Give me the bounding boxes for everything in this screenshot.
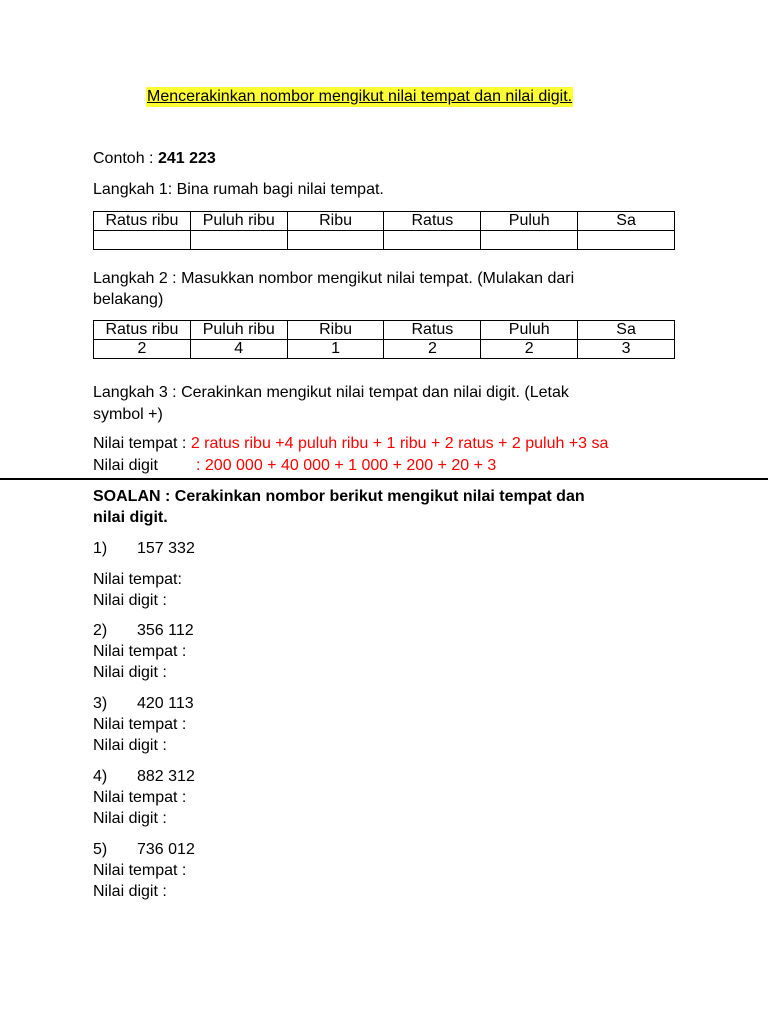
digit-cell: 2 [384, 340, 481, 359]
exercise-digit-label: Nilai digit : [93, 737, 167, 754]
question-line1: SOALAN : Cerakinkan nombor berikut mengikut nilai tempat dan [93, 488, 585, 505]
digit-value-answer: : 200 000 + 40 000 + 1 000 + 200 + 20 + 3 [196, 457, 497, 474]
exercise-index: 3) [93, 695, 108, 712]
header-cell: Ratus [384, 321, 481, 340]
place-value-table-filled [93, 320, 675, 359]
exercise-digit-label: Nilai digit : [93, 592, 167, 609]
exercise-index: 4) [93, 768, 108, 785]
header-cell: Puluh [481, 321, 578, 340]
empty-cell [578, 231, 675, 250]
answer-place-line [93, 434, 608, 454]
digit-cell: 2 [481, 340, 578, 359]
table-row [94, 231, 675, 250]
header-cell: Sa [578, 212, 675, 231]
exercise-item [93, 694, 194, 714]
exercise-index: 5) [93, 841, 108, 858]
table-header-row [94, 212, 675, 231]
exercise-place-label: Nilai tempat : [93, 862, 187, 879]
header-cell: Puluh ribu [190, 212, 287, 231]
place-value-table-empty [93, 211, 675, 250]
empty-cell [287, 231, 384, 250]
exercise-item [93, 840, 195, 860]
empty-cell [190, 231, 287, 250]
header-cell: Ratus [384, 212, 481, 231]
exercise-place-label: Nilai tempat : [93, 789, 187, 806]
exercise-digit-label: Nilai digit : [93, 810, 167, 827]
exercise-number: 157 332 [137, 540, 195, 557]
exercise-digit-label: Nilai digit : [93, 664, 167, 681]
table-header-row [94, 321, 675, 340]
example-line [93, 149, 216, 169]
table-row [94, 340, 675, 359]
step2-line2: belakang) [93, 291, 164, 308]
empty-cell [94, 231, 191, 250]
header-cell: Puluh [481, 212, 578, 231]
example-number: 241 223 [157, 150, 216, 167]
exercise-number: 736 012 [137, 841, 195, 858]
exercise-index: 2) [93, 622, 108, 639]
exercise-place-label: Nilai tempat: [93, 571, 182, 588]
header-cell: Ratus ribu [94, 321, 191, 340]
exercise-index: 1) [93, 540, 108, 557]
exercise-place-label: Nilai tempat : [93, 716, 187, 733]
exercise-digit-label: Nilai digit : [93, 883, 167, 900]
example-label: Contoh : [93, 150, 158, 167]
digit-cell: 4 [190, 340, 287, 359]
step3-line1: Langkah 3 : Cerakinkan mengikut nilai tempat dan nilai digit. (Letak [93, 384, 569, 401]
question-line2: nilai digit. [93, 509, 168, 526]
header-cell: Ratus ribu [94, 212, 191, 231]
place-label: Nilai tempat : [93, 435, 191, 452]
step1-text: Langkah 1: Bina rumah bagi nilai tempat. [93, 181, 384, 198]
place-value-answer: 2 ratus ribu +4 puluh ribu + 1 ribu + 2 ratus + 2 puluh +3 sa [190, 435, 609, 452]
exercise-item [93, 767, 195, 787]
digit-cell: 3 [578, 340, 675, 359]
header-cell: Ribu [287, 321, 384, 340]
step2-line1: Langkah 2 : Masukkan nombor mengikut nilai tempat. (Mulakan dari [93, 270, 575, 287]
header-cell: Sa [578, 321, 675, 340]
exercise-number: 420 113 [137, 695, 194, 712]
exercise-place-label: Nilai tempat : [93, 643, 187, 660]
step3-line2: symbol +) [93, 406, 163, 423]
digit-cell: 2 [94, 340, 191, 359]
empty-cell [384, 231, 481, 250]
exercise-number: 356 112 [137, 622, 194, 639]
section-divider [0, 478, 768, 480]
empty-cell [481, 231, 578, 250]
exercise-item [93, 539, 195, 559]
header-cell: Puluh ribu [190, 321, 287, 340]
header-cell: Ribu [287, 212, 384, 231]
exercise-item [93, 621, 194, 641]
page-title: Mencerakinkan nombor mengikut nilai tempat dan nilai digit. [147, 88, 573, 105]
exercise-number: 882 312 [137, 768, 195, 785]
digit-cell: 1 [287, 340, 384, 359]
answer-digit-line [93, 456, 496, 476]
digit-label: Nilai digit [93, 457, 158, 474]
